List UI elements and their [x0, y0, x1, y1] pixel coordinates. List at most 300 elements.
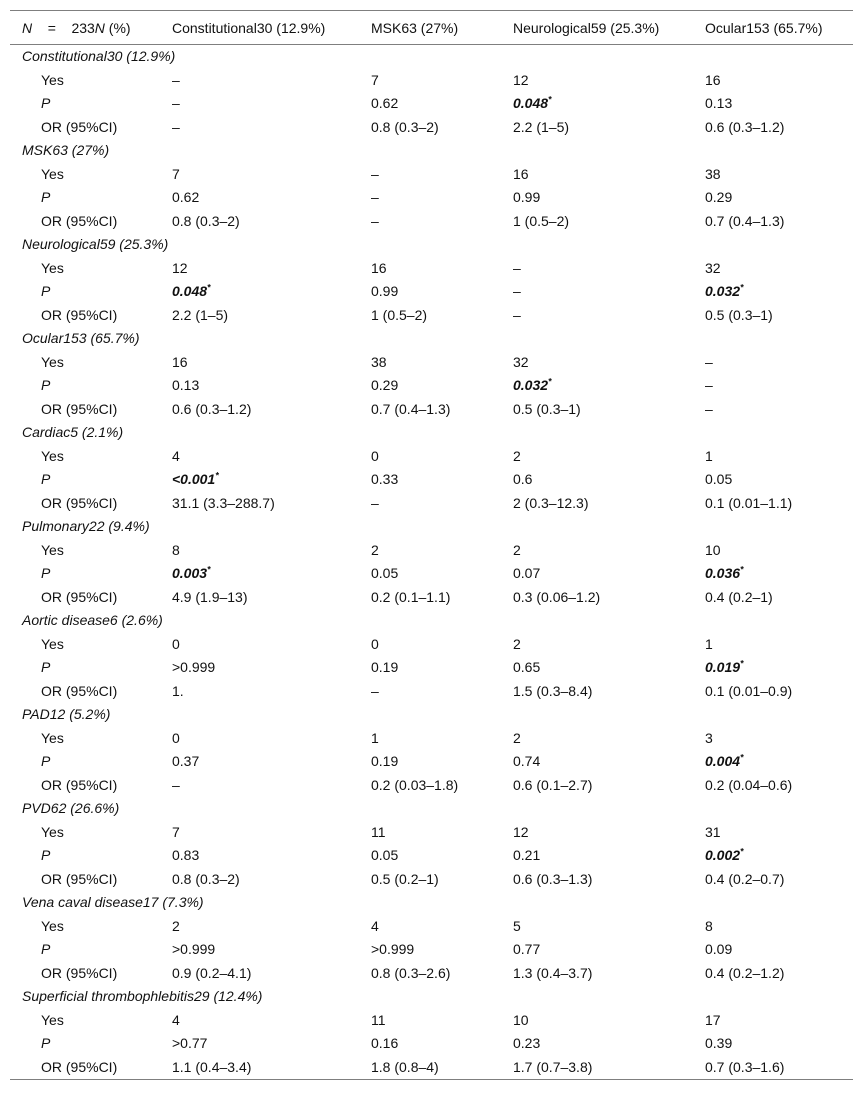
significant-value-cell	[693, 656, 853, 680]
cell-value: 1.5 (0.3–8.4)	[513, 682, 593, 699]
row-label: OR (95%CI)	[41, 400, 118, 417]
significant-value-cell	[693, 844, 853, 868]
group-title: PVD62 (26.6%)	[22, 800, 120, 816]
cell-value: 10	[705, 541, 721, 558]
cell-value: 1.	[172, 682, 184, 699]
cell-value: 2	[513, 635, 521, 652]
value-cell	[693, 1032, 853, 1056]
value-cell	[359, 1032, 501, 1056]
row-label: Yes	[41, 447, 64, 464]
value-cell	[693, 445, 853, 469]
cell-value: >0.999	[172, 941, 216, 957]
cell-value: 0.4 (0.2–1)	[705, 588, 773, 605]
row-label: P	[41, 659, 51, 675]
significant-value-cell	[160, 562, 359, 586]
row-label: P	[41, 565, 51, 581]
value-cell	[501, 280, 693, 304]
row-label: OR (95%CI)	[41, 494, 118, 511]
value-cell	[693, 586, 853, 610]
row-label: OR (95%CI)	[41, 776, 118, 793]
cell-value: 4	[172, 447, 180, 464]
significance-marker: *	[740, 846, 744, 857]
cell-value: 0	[371, 635, 379, 652]
cell-value: 11	[371, 823, 386, 840]
value-cell	[359, 186, 501, 210]
value-cell	[160, 539, 359, 563]
value-cell	[359, 774, 501, 798]
cell-value: 4	[172, 1011, 180, 1028]
cell-value: –	[513, 283, 521, 299]
value-cell	[693, 210, 853, 234]
value-cell	[693, 398, 853, 422]
value-cell	[501, 586, 693, 610]
value-cell	[160, 915, 359, 939]
value-cell	[693, 304, 853, 328]
cell-value: 0.8 (0.3–2)	[371, 118, 439, 135]
value-cell	[359, 304, 501, 328]
table-row	[10, 750, 853, 774]
group-title: PAD12 (5.2%)	[22, 706, 111, 722]
cell-value: 0.036	[705, 565, 741, 581]
value-cell	[160, 445, 359, 469]
row-label: P	[41, 283, 51, 299]
value-cell	[501, 468, 693, 492]
significant-value-cell	[501, 374, 693, 398]
value-cell	[160, 774, 359, 798]
value-cell	[501, 69, 693, 93]
value-cell	[160, 680, 359, 704]
significance-marker: *	[207, 564, 211, 575]
cell-value: 0	[172, 729, 180, 746]
table-row	[10, 656, 853, 680]
row-label: Yes	[41, 823, 64, 840]
cell-value: 0.29	[705, 189, 733, 205]
table-row	[10, 633, 853, 657]
table-row	[10, 280, 853, 304]
table-row	[10, 186, 853, 210]
value-cell	[501, 562, 693, 586]
value-cell	[359, 116, 501, 140]
value-cell	[359, 915, 501, 939]
value-cell	[693, 821, 853, 845]
value-cell	[359, 680, 501, 704]
cell-value: 0.032	[513, 377, 549, 393]
cell-value: 0.5 (0.2–1)	[371, 870, 439, 887]
cell-value: 0.048	[172, 283, 208, 299]
value-cell	[160, 116, 359, 140]
cell-value: 1 (0.5–2)	[371, 306, 428, 323]
value-cell	[160, 492, 359, 516]
results-table-container	[10, 10, 853, 1080]
group-title-row	[10, 797, 853, 821]
cell-value: 0.21	[513, 847, 541, 863]
value-cell	[693, 727, 853, 751]
cell-value: –	[705, 400, 713, 417]
table-row	[10, 680, 853, 704]
table-row	[10, 351, 853, 375]
value-cell	[501, 821, 693, 845]
value-cell	[160, 398, 359, 422]
cell-value: >0.999	[371, 941, 415, 957]
cell-value: 7	[371, 71, 379, 88]
value-cell	[693, 962, 853, 986]
cell-value: 0.99	[371, 283, 399, 299]
value-cell	[693, 938, 853, 962]
row-label: OR (95%CI)	[41, 1058, 118, 1075]
cell-value: –	[371, 165, 379, 182]
value-cell	[160, 938, 359, 962]
value-cell	[160, 1032, 359, 1056]
cell-value: 2 (0.3–12.3)	[513, 494, 589, 511]
value-cell	[501, 633, 693, 657]
cell-value: 1	[705, 447, 713, 464]
table-row	[10, 116, 853, 140]
value-cell	[160, 868, 359, 892]
row-label: P	[41, 941, 51, 957]
group-title-row	[10, 233, 853, 257]
value-cell	[359, 1009, 501, 1033]
cell-value: 11	[371, 1011, 386, 1028]
group-title-row	[10, 891, 853, 915]
header-sample-size	[10, 11, 160, 45]
significance-marker: *	[740, 658, 744, 669]
cell-value: 10	[513, 1011, 529, 1028]
cell-value: 0.003	[172, 565, 208, 581]
cell-value: 1.8 (0.8–4)	[371, 1058, 439, 1075]
value-cell	[160, 210, 359, 234]
value-cell	[501, 962, 693, 986]
row-label: OR (95%CI)	[41, 306, 118, 323]
table-row	[10, 163, 853, 187]
cell-value: 0.8 (0.3–2.6)	[371, 964, 451, 981]
value-cell	[359, 398, 501, 422]
table-row	[10, 727, 853, 751]
significance-marker: *	[215, 470, 219, 481]
cell-value: 0.16	[371, 1035, 399, 1051]
cell-value: 0.6 (0.3–1.3)	[513, 870, 593, 887]
table-row	[10, 539, 853, 563]
table-row	[10, 562, 853, 586]
row-label: Yes	[41, 541, 64, 558]
header-col-constitutional: Constitutional30 (12.9%)	[172, 19, 326, 36]
value-cell	[501, 1032, 693, 1056]
value-cell	[359, 562, 501, 586]
group-title: Superficial thrombophlebitis29 (12.4%)	[22, 988, 263, 1004]
significance-marker: *	[740, 752, 744, 763]
value-cell	[501, 1009, 693, 1033]
value-cell	[501, 750, 693, 774]
cell-value: 0.1 (0.01–0.9)	[705, 682, 793, 699]
row-label: Yes	[41, 259, 64, 276]
cell-value: 0.004	[705, 753, 741, 769]
value-cell	[160, 92, 359, 116]
value-cell	[160, 351, 359, 375]
cell-value: 1	[705, 635, 713, 652]
value-cell	[359, 468, 501, 492]
row-label: OR (95%CI)	[41, 212, 118, 229]
significance-marker: *	[548, 94, 552, 105]
value-cell	[693, 868, 853, 892]
cell-value: 0.19	[371, 753, 399, 769]
group-title: Ocular153 (65.7%)	[22, 330, 140, 346]
cell-value: 2	[513, 447, 521, 464]
cell-value: 0.74	[513, 753, 541, 769]
value-cell	[501, 351, 693, 375]
cell-value: >0.77	[172, 1035, 208, 1051]
header-row	[10, 11, 853, 45]
table-row	[10, 915, 853, 939]
cell-value: 1.1 (0.4–3.4)	[172, 1058, 252, 1075]
value-cell	[160, 1009, 359, 1033]
header-col-ocular: Ocular153 (65.7%)	[705, 19, 823, 36]
cell-value: 0.13	[705, 95, 733, 111]
table-row	[10, 774, 853, 798]
significant-value-cell	[160, 468, 359, 492]
percent-label: (%)	[104, 19, 131, 36]
cell-value: 7	[172, 823, 180, 840]
cell-value: >0.999	[172, 659, 216, 675]
cell-value: 8	[172, 541, 180, 558]
table-row	[10, 1056, 853, 1080]
cell-value: 0.77	[513, 941, 541, 957]
value-cell	[359, 374, 501, 398]
cell-value: 0.99	[513, 189, 541, 205]
n-symbol-2: N	[94, 19, 105, 36]
group-title-row	[10, 609, 853, 633]
value-cell	[501, 727, 693, 751]
value-cell	[160, 844, 359, 868]
value-cell	[693, 374, 853, 398]
row-label: OR (95%CI)	[41, 682, 118, 699]
value-cell	[693, 680, 853, 704]
group-title: Aortic disease6 (2.6%)	[22, 612, 163, 628]
row-label: OR (95%CI)	[41, 964, 118, 981]
value-cell	[359, 633, 501, 657]
value-cell	[693, 351, 853, 375]
table-row	[10, 468, 853, 492]
row-label: Yes	[41, 353, 64, 370]
group-title: MSK63 (27%)	[22, 142, 110, 158]
significance-marker: *	[740, 282, 744, 293]
table-row	[10, 492, 853, 516]
value-cell	[501, 868, 693, 892]
value-cell	[693, 468, 853, 492]
table-row	[10, 92, 853, 116]
cell-value: 12	[172, 259, 188, 276]
value-cell	[501, 116, 693, 140]
group-title-row	[10, 421, 853, 445]
row-label: Yes	[41, 165, 64, 182]
group-title: Constitutional30 (12.9%)	[22, 48, 176, 64]
group-title-row	[10, 703, 853, 727]
cell-value: 0.62	[371, 95, 399, 111]
cell-value: 2.2 (1–5)	[172, 306, 229, 323]
table-header	[10, 11, 853, 45]
cell-value: 0.9 (0.2–4.1)	[172, 964, 252, 981]
cell-value: 0.7 (0.4–1.3)	[705, 212, 785, 229]
cell-value: 0.7 (0.4–1.3)	[371, 400, 451, 417]
value-cell	[693, 186, 853, 210]
value-cell	[160, 656, 359, 680]
table-row	[10, 1032, 853, 1056]
significant-value-cell	[501, 92, 693, 116]
table-body	[10, 45, 853, 1080]
value-cell	[501, 257, 693, 281]
value-cell	[501, 1056, 693, 1080]
cell-value: 0.65	[513, 659, 541, 675]
group-title-row	[10, 515, 853, 539]
row-label: P	[41, 753, 51, 769]
group-title: Neurological59 (25.3%)	[22, 236, 169, 252]
cell-value: 0	[371, 447, 379, 464]
value-cell	[160, 633, 359, 657]
value-cell	[160, 257, 359, 281]
cell-value: 16	[172, 353, 188, 370]
cell-value: –	[172, 71, 180, 88]
cell-value: 0.032	[705, 283, 741, 299]
table-row	[10, 821, 853, 845]
value-cell	[501, 680, 693, 704]
value-cell	[359, 1056, 501, 1080]
table-row	[10, 374, 853, 398]
cell-value: 2.2 (1–5)	[513, 118, 570, 135]
cell-value: 16	[513, 165, 529, 182]
value-cell	[359, 492, 501, 516]
significance-marker: *	[207, 282, 211, 293]
cell-value: 0.23	[513, 1035, 541, 1051]
value-cell	[359, 257, 501, 281]
group-title: Cardiac5 (2.1%)	[22, 424, 124, 440]
value-cell	[693, 774, 853, 798]
value-cell	[359, 69, 501, 93]
cell-value: 1 (0.5–2)	[513, 212, 570, 229]
cell-value: 0.6	[513, 471, 533, 487]
cell-value: 0.8 (0.3–2)	[172, 870, 240, 887]
cell-value: 0.5 (0.3–1)	[513, 400, 581, 417]
value-cell	[501, 186, 693, 210]
value-cell	[501, 398, 693, 422]
value-cell	[359, 750, 501, 774]
correlation-table	[10, 10, 853, 1080]
value-cell	[359, 727, 501, 751]
group-title-row	[10, 985, 853, 1009]
value-cell	[501, 445, 693, 469]
cell-value: –	[513, 306, 521, 323]
value-cell	[160, 727, 359, 751]
cell-value: –	[172, 95, 180, 111]
cell-value: 38	[371, 353, 387, 370]
group-title-row	[10, 327, 853, 351]
cell-value: 0.2 (0.04–0.6)	[705, 776, 793, 793]
value-cell	[160, 304, 359, 328]
cell-value: 32	[513, 353, 529, 370]
cell-value: 0.33	[371, 471, 399, 487]
row-label: OR (95%CI)	[41, 118, 118, 135]
cell-value: –	[371, 682, 379, 699]
significance-marker: *	[548, 376, 552, 387]
cell-value: 32	[705, 259, 721, 276]
table-row	[10, 1009, 853, 1033]
cell-value: 0.09	[705, 941, 733, 957]
significance-marker: *	[740, 564, 744, 575]
cell-value: 8	[705, 917, 713, 934]
row-label: OR (95%CI)	[41, 870, 118, 887]
cell-value: 0.2 (0.03–1.8)	[371, 776, 459, 793]
value-cell	[160, 69, 359, 93]
table-row	[10, 868, 853, 892]
cell-value: 2	[513, 729, 521, 746]
table-row	[10, 69, 853, 93]
value-cell	[693, 257, 853, 281]
cell-value: 4.9 (1.9–13)	[172, 588, 248, 605]
cell-value: 12	[513, 823, 529, 840]
cell-value: 1.7 (0.7–3.8)	[513, 1058, 593, 1075]
cell-value: <0.001	[172, 471, 216, 487]
cell-value: 0.4 (0.2–0.7)	[705, 870, 785, 887]
row-label: Yes	[41, 71, 64, 88]
row-label: P	[41, 377, 51, 393]
row-label: P	[41, 847, 51, 863]
table-row	[10, 210, 853, 234]
value-cell	[501, 656, 693, 680]
cell-value: 2	[172, 917, 180, 934]
cell-value: –	[705, 353, 713, 370]
value-cell	[359, 586, 501, 610]
value-cell	[160, 750, 359, 774]
cell-value: 0.048	[513, 95, 549, 111]
cell-value: 0.39	[705, 1035, 733, 1051]
cell-value: 0.05	[371, 565, 399, 581]
cell-value: 0.5 (0.3–1)	[705, 306, 773, 323]
value-cell	[359, 351, 501, 375]
table-row	[10, 445, 853, 469]
value-cell	[693, 69, 853, 93]
group-title: Pulmonary22 (9.4%)	[22, 518, 150, 534]
value-cell	[693, 915, 853, 939]
significant-value-cell	[693, 562, 853, 586]
n-symbol: N	[22, 19, 33, 36]
cell-value: 0.13	[172, 377, 200, 393]
cell-value: 31.1 (3.3–288.7)	[172, 494, 275, 511]
cell-value: 0.8 (0.3–2)	[172, 212, 240, 229]
table-row	[10, 586, 853, 610]
significant-value-cell	[160, 280, 359, 304]
row-label: P	[41, 95, 51, 111]
cell-value: 1	[371, 729, 379, 746]
value-cell	[501, 774, 693, 798]
cell-value: 0.19	[371, 659, 399, 675]
value-cell	[501, 844, 693, 868]
cell-value: 0.019	[705, 659, 741, 675]
value-cell	[160, 163, 359, 187]
cell-value: 4	[371, 917, 379, 934]
value-cell	[501, 492, 693, 516]
value-cell	[160, 962, 359, 986]
row-label: Yes	[41, 1011, 64, 1028]
value-cell	[359, 539, 501, 563]
group-title-row	[10, 45, 853, 69]
cell-value: 1.3 (0.4–3.7)	[513, 964, 593, 981]
cell-value: 0.6 (0.3–1.2)	[705, 118, 785, 135]
value-cell	[359, 163, 501, 187]
value-cell	[359, 962, 501, 986]
cell-value: 16	[371, 259, 387, 276]
value-cell	[693, 492, 853, 516]
value-cell	[501, 915, 693, 939]
value-cell	[359, 445, 501, 469]
cell-value: 0.1 (0.01–1.1)	[705, 494, 793, 511]
cell-value: 0.4 (0.2–1.2)	[705, 964, 785, 981]
